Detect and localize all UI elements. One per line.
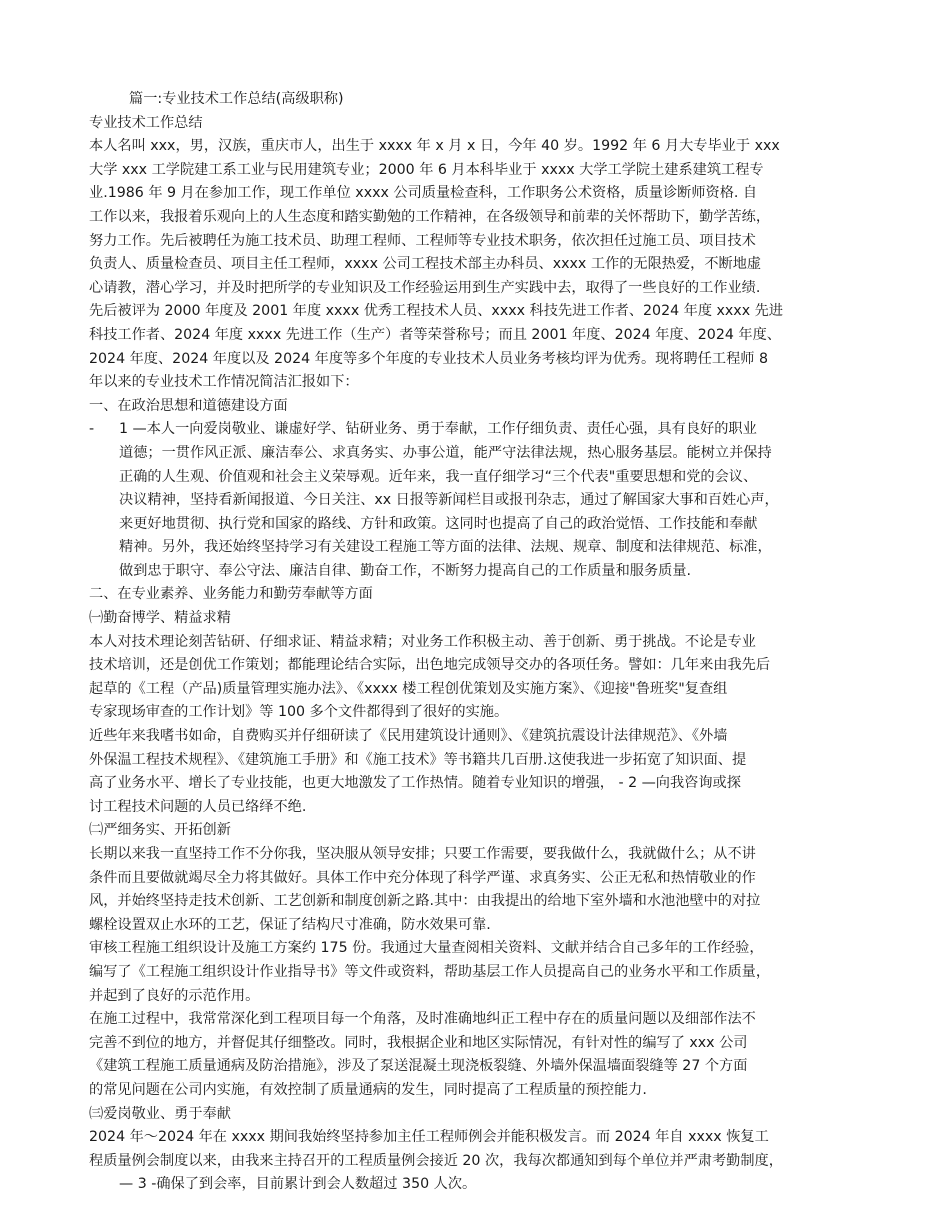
paragraph-line: 本人名叫 xxx，男，汉族，重庆市人，出生于 xxxx 年 x 月 x 日，今年 40 岁。1992 年 6 月大专毕业于 xxx — [89, 138, 780, 155]
paragraph-line: 专家现场审查的工作计划》等 100 多个文件都得到了很好的实施。 — [89, 704, 509, 721]
paragraph-line: 讨工程技术问题的人员已络绎不绝. — [89, 798, 307, 815]
paragraph-line: 2024 年度、2024 年度以及 2024 年度等多个年度的专业技术人员业务考核均评为优秀。现将聘任工程师 8 — [89, 350, 769, 367]
document-body — [89, 88, 869, 1197]
subsection-heading-3: ㈢爱岗敬业、勇于奉献 — [89, 1105, 231, 1122]
paragraph-line: 来更好地贯彻、执行党和国家的路线、方针和政策。这同时也提高了自己的政治觉悟、工作技能和奉献 — [119, 515, 758, 532]
section-heading-1: 一、在政治思想和道德建设方面 — [89, 397, 288, 414]
paragraph-line: 审核工程施工组织设计及施工方案约 175 份。我通过大量查阅相关资料、文献并结合自己多年的工作经验， — [89, 940, 764, 957]
subsection-heading-1: ㈠勤奋博学、精益求精 — [89, 610, 231, 627]
paragraph-line: 起草的《工程（产品)质量管理实施办法》、《xxxx 楼工程创优策划及实施方案》、《迎接"鲁班奖"复查组 — [89, 680, 728, 697]
paragraph-line: 先后被评为 2000 年度及 2001 年度 xxxx 优秀工程技术人员、xxxx 科技先进工作者、2024 年度 xxxx 先进 — [89, 303, 783, 320]
paragraph-line: 外保温工程技术规程》、《建筑施工手册》和《施工技术》等书籍共几百册.这使我进一步拓宽了知识面、提 — [89, 751, 747, 768]
paragraph-line: 科技工作者、2024 年度 xxxx 先进工作（生产）者等荣誉称号；而且 2001 年度、2024 年度、2024 年度、 — [89, 326, 781, 343]
paragraph-line: 努力工作。先后被聘任为施工技术员、助理工程师、工程师等专业技术职务，依次担任过施工员、项目技术 — [89, 232, 756, 249]
paragraph-line: 在施工过程中，我常常深化到工程项目每一个角落，及时准确地纠正工程中存在的质量问题以及细部作法不 — [89, 1011, 756, 1028]
section-heading-2: 二、在专业素养、业务能力和勤劳奉献等方面 — [89, 586, 373, 603]
bullet-dash: - — [89, 421, 95, 438]
paragraph-line: 近些年来我嗜书如命，自费购买并仔细研读了《民用建筑设计通则》、《建筑抗震设计法律规范》、《外墙 — [89, 728, 728, 745]
paragraph-line: 2024 年～2024 年在 xxxx 期间我始终坚持参加主任工程师例会并能积极发言。而 2024 年自 xxxx 恢复工 — [89, 1129, 769, 1146]
paragraph-line: 完善不到位的地方，并督促其仔细整改。同时，我根据企业和地区实际情况，有针对性的编写了 xxx 公司 — [89, 1034, 748, 1051]
paragraph-line: 精神。另外，我还始终坚持学习有关建设工程施工等方面的法律、法规、规章、制度和法律规范、标准， — [119, 539, 772, 556]
paragraph-line: — 3 -确保了到会率，目前累计到会人数超过 350 人次。 — [119, 1176, 477, 1193]
paragraph-line: 本人对技术理论刻苦钻研、仔细求证、精益求精；对业务工作积极主动、善于创新、勇于挑战。不论是专业 — [89, 633, 756, 650]
paragraph-line: 螺栓设置双止水环的工艺，保证了结构尺寸准确，防水效果可靠. — [89, 916, 491, 933]
paragraph-line: 业.1986 年 9 月在参加工作，现工作单位 xxxx 公司质量检查科，工作职务公术资格，质量诊断师资格. 自 — [89, 185, 758, 202]
paragraph-line: 负责人、质量检查员、项目主任工程师，xxxx 公司工程技术部主办科员、xxxx 工作的无限热爱，不断地虚 — [89, 256, 762, 273]
paragraph-line: 技术培训，还是创优工作策划；都能理论结合实际，出色地完成领导交办的各项任务。譬如：几年来由我先后 — [89, 657, 771, 674]
paragraph-line: 工作以来，我报着乐观向上的人生态度和踏实勤勉的工作精神，在各级领导和前辈的关怀帮助下，勤学苦练， — [89, 208, 771, 225]
section-heading: 专业技术工作总结 — [89, 114, 203, 131]
paragraph-line: 程质量例会制度以来，由我来主持召开的工程质量例会接近 20 次，我每次都通知到每个单位并严肃考勤制度， — [89, 1152, 783, 1169]
paragraph-line: 高了业务水平、增长了专业技能，也更大地激发了工作热情。随着专业知识的增强， - 2 —向我咨询或探 — [89, 775, 741, 792]
paragraph-line: 决议精神，坚持看新闻报道、今日关注、xx 日报等新闻栏目或报刊杂志，通过了解国家大事和百姓心声， — [119, 492, 779, 509]
bullet-item — [89, 418, 869, 442]
paragraph-line: 风，并始终坚持走技术创新、工艺创新和制度创新之路.其中：由我提出的给地下室外墙和水池池壁中的对拉 — [89, 893, 761, 910]
paragraph-line: 编写了《工程施工组织设计作业指导书》等文件或资料，帮助基层工作人员提高自己的业务水平和工作质量， — [89, 963, 771, 980]
paragraph-line: 道德；一贯作风正派、廉洁奉公、求真务实、办事公道，能严守法律法规，热心服务基层。能树立并保持 — [119, 444, 772, 461]
paragraph-line: 心请教，潜心学习，并及时把所学的专业知识及工作经验运用到生产实践中去，取得了一些良好的工作业绩. — [89, 279, 761, 296]
paragraph-line: 条件而且要做就竭尽全力将其做好。具体工作中充分体现了科学严谨、求真务实、公正无私和热情敬业的作 — [89, 869, 756, 886]
paragraph-line: 的常见问题在公司内实施，有效控制了质量通病的发生，同时提高了工程质量的预控能力. — [89, 1081, 647, 1098]
document-title: 篇一:专业技术工作总结(高级职称) — [129, 91, 344, 107]
paragraph-line: 年以来的专业技术工作情况简洁汇报如下： — [89, 374, 359, 391]
subsection-heading-2: ㈡严细务实、开拓创新 — [89, 822, 231, 839]
paragraph-line: 大学 xxx 工学院建工系工业与民用建筑专业；2000 年 6 月本科毕业于 xxxx 大学工学院土建系建筑工程专 — [89, 161, 764, 178]
paragraph-line: 长期以来我一直坚持工作不分你我，坚决服从领导安排；只要工作需要，要我做什么，我就做什么；从不讲 — [89, 846, 756, 862]
bullet-text: 1 —本人一向爱岗敬业、谦虚好学、钻研业务、勇于奉献，工作仔细负责、责任心强，具有良好的职业 — [119, 421, 757, 438]
paragraph-line: 正确的人生观、价值观和社会主义荣辱观。近年来，我一直仔细学习“三个代表"重要思想和党的会议、 — [119, 468, 758, 485]
paragraph-line: 并起到了良好的示范作用。 — [89, 987, 260, 1004]
paragraph-line: 做到忠于职守、奉公守法、廉洁自律、勤奋工作，不断努力提高自己的工作质量和服务质量. — [119, 562, 692, 579]
paragraph-line: 《建筑工程施工质量通病及防治措施》，涉及了泵送混凝土现浇板裂缝、外墙外保温墙面裂缝等 27 个方面 — [89, 1058, 748, 1075]
